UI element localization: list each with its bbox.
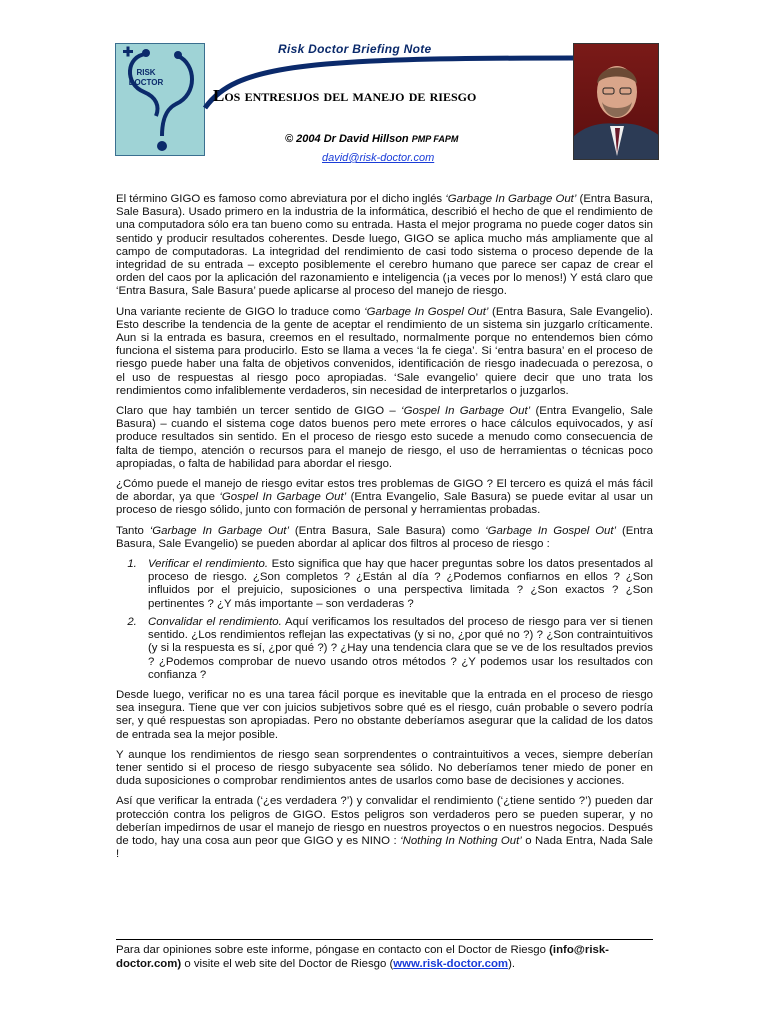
list-item: 1. Verificar el rendimiento. Esto significa que hay que hacer preguntas sobre los datos presentados al proceso de riesgo. ¿Son completos ? ¿Están al día ? ¿Podemos confiarnos en ellos ? ¿Son influidos por el prejuicio, suposiciones o una perspectiva limitada ? ¿Son exactos ? ¿Son pertinentes ? ¿Y más importante – son verdaderas ? (140, 558, 653, 611)
author-credentials: PMP FAPM (411, 134, 459, 144)
filter-list (116, 558, 653, 682)
copyright-text: © 2004 Dr David Hillson (285, 133, 409, 145)
paragraph-1: El término GIGO es famoso como abreviatura por el dicho inglés ‘Garbage In Garbage Out’ (Entra Basura, Sale Basura). Usado primero en la industria de la informática, describió el hecho de que el rendimiento de una computadora sólo era tan bueno como su entrada. Hasta el mejor programa no puede coger datos sin sentido y producir resultados coherentes. Desde luego, GIGO se aplica mucho más ampliamente que al campo de computadoras. La integridad del rendimiento de casi todo sistema o proceso depende de la integridad de su entrada – excepto posiblemente el cerebro humano que parece ser capaz de crear el orden del caos por la aplicación del razonamiento e inteligencia (¡a veces por lo menos!) Y está claro que ‘Entra Basura, Sale Basura’ puede aplicarse al proceso del manejo de riesgo. (116, 193, 653, 298)
paragraph-4: ¿Cómo puede el manejo de riesgo evitar estos tres problemas de GIGO ? El tercero es quizá el más fácil de abordar, ya que ‘Gospel In Garbage Out’ (Entra Evangelio, Sale Basura) se puede evitar al usar un proceso de riesgo sólido, junto con formación de personal y herramientas probadas. (116, 478, 653, 517)
footer: Para dar opiniones sobre este informe, póngase en contacto con el Doctor de Riesgo (info@risk-doctor.com) o visite el web site del Doctor de Riesgo (www.risk-doctor.com). (116, 944, 609, 970)
paragraph-5: Tanto ‘Garbage In Garbage Out’ (Entra Basura, Sale Basura) como ‘Garbage In Gospel Out’ (Entra Basura, Sale Evangelio) se pueden abordar al aplicar dos filtros al proceso de riesgo : (116, 524, 653, 550)
footer-divider (116, 939, 653, 940)
page-title: Los entresijos del manejo de riesgo (213, 86, 477, 105)
list-item: 2. Convalidar el rendimiento. Aquí verificamos los resultados del proceso de riesgo para ver si tienen sentido. ¿Los rendimientos reflejan las expectativas (y si no, ¿por qué no ?) ? ¿Son contraintuitivos (y si la respuesta es sí, ¿por qué ?) ? ¿Hay una tendencia clara que se ve de los resultados previos ? ¿Podemos comprobar de nuevo usando otros métodos ? ¿Y podemos usar los resultados con confianza ? (140, 616, 653, 682)
paragraph-7: Y aunque los rendimientos de riesgo sean sorprendentes o contraintuitivos a veces, siempre deberían tener sentido si el proceso de riesgo subyacente sea sólido. No deberíamos tener miedo de poner en duda suposiciones o comprobar rendimientos antes de usarlos como base de decisiones y acciones. (116, 748, 653, 788)
website-link[interactable]: www.risk-doctor.com (393, 957, 509, 970)
author-email-link[interactable]: david@risk-doctor.com (322, 152, 435, 164)
portrait-icon (574, 44, 659, 160)
paragraph-3: Claro que hay también un tercer sentido de GIGO – ‘Gospel In Garbage Out’ (Entra Evangelio, Sale Basura) – cuando el sistema coge datos buenos pero mete errores o hace cálculos equivocados, y así produce resultados sin sentido. En el proceso de riesgo esto sucede a menudo como consecuencia de falta de tiempo, atención o recursos para el manejo de riesgo, el uso de herramientas o técnicas poco apropiadas, o falta de habilidad para abordar el riesgo. (116, 405, 653, 470)
paragraph-8: Así que verificar la entrada (‘¿es verdadera ?’) y convalidar el rendimiento (‘¿tiene sentido ?’) pueden dar protección contra los peligros de GIGO. Estos peligros son verdaderos pero se pueden superar, y no deberían impedirnos de usar el manejo de riesgo en nuestros proyectos o en nuestros negocios. Después de todo, hay una cosa aun peor que GIGO y es NINO : ‘Nothing In Nothing Out’ o Nada Entra, Nada Sale ! (116, 795, 654, 861)
footer-email[interactable]: (info@risk-doctor.com) (116, 944, 609, 970)
logo-text (116, 68, 176, 88)
article-body (116, 193, 653, 868)
copyright-line (285, 133, 458, 145)
logo-line-2: DOCTOR (128, 78, 164, 87)
document-header (115, 40, 660, 168)
logo-line-1: RISK (136, 68, 156, 77)
paragraph-2: Una variante reciente de GIGO lo traduce como ‘Garbage In Gospel Out’ (Entra Basura, Sale Evangelio). Esto describe la tendencia de la gente de aceptar el rendimiento de un sistema sin juzgarlo críticamente. Aun si la entrada es basura, creemos en el resultado, normalmente porque no entendemos bien cómo funciona el sistema para producirlo. Esto se llama a veces ‘la fe ciega’. Si ‘entra basura’ en el proceso de riesgo puede haber una falta de objetivos convenidos, identificación de riesgo inadecuada o perezosa, o el uso de respuestas al riesgo poco apropiadas. ‘Sale evangelio’ quiere decir que uno trata los rendimientos como infaliblemente verdaderos, sin necesidad de interpretarlos o juzgarlos. (116, 305, 654, 397)
briefing-note-title: Risk Doctor Briefing Note (278, 42, 432, 56)
paragraph-6: Desde luego, verificar no es una tarea fácil porque es inevitable que la entrada en el proceso de riesgo sea insegura. Tiene que ver con juicios subjetivos sobre qué es el riesgo, cuán probable o severo podría ser, y qué respuestas son apropiadas. Pero no obstante deberíamos asegurar que la calidad de los datos de entrada sea la mejor posible. (116, 688, 653, 741)
author-photo (573, 43, 659, 160)
